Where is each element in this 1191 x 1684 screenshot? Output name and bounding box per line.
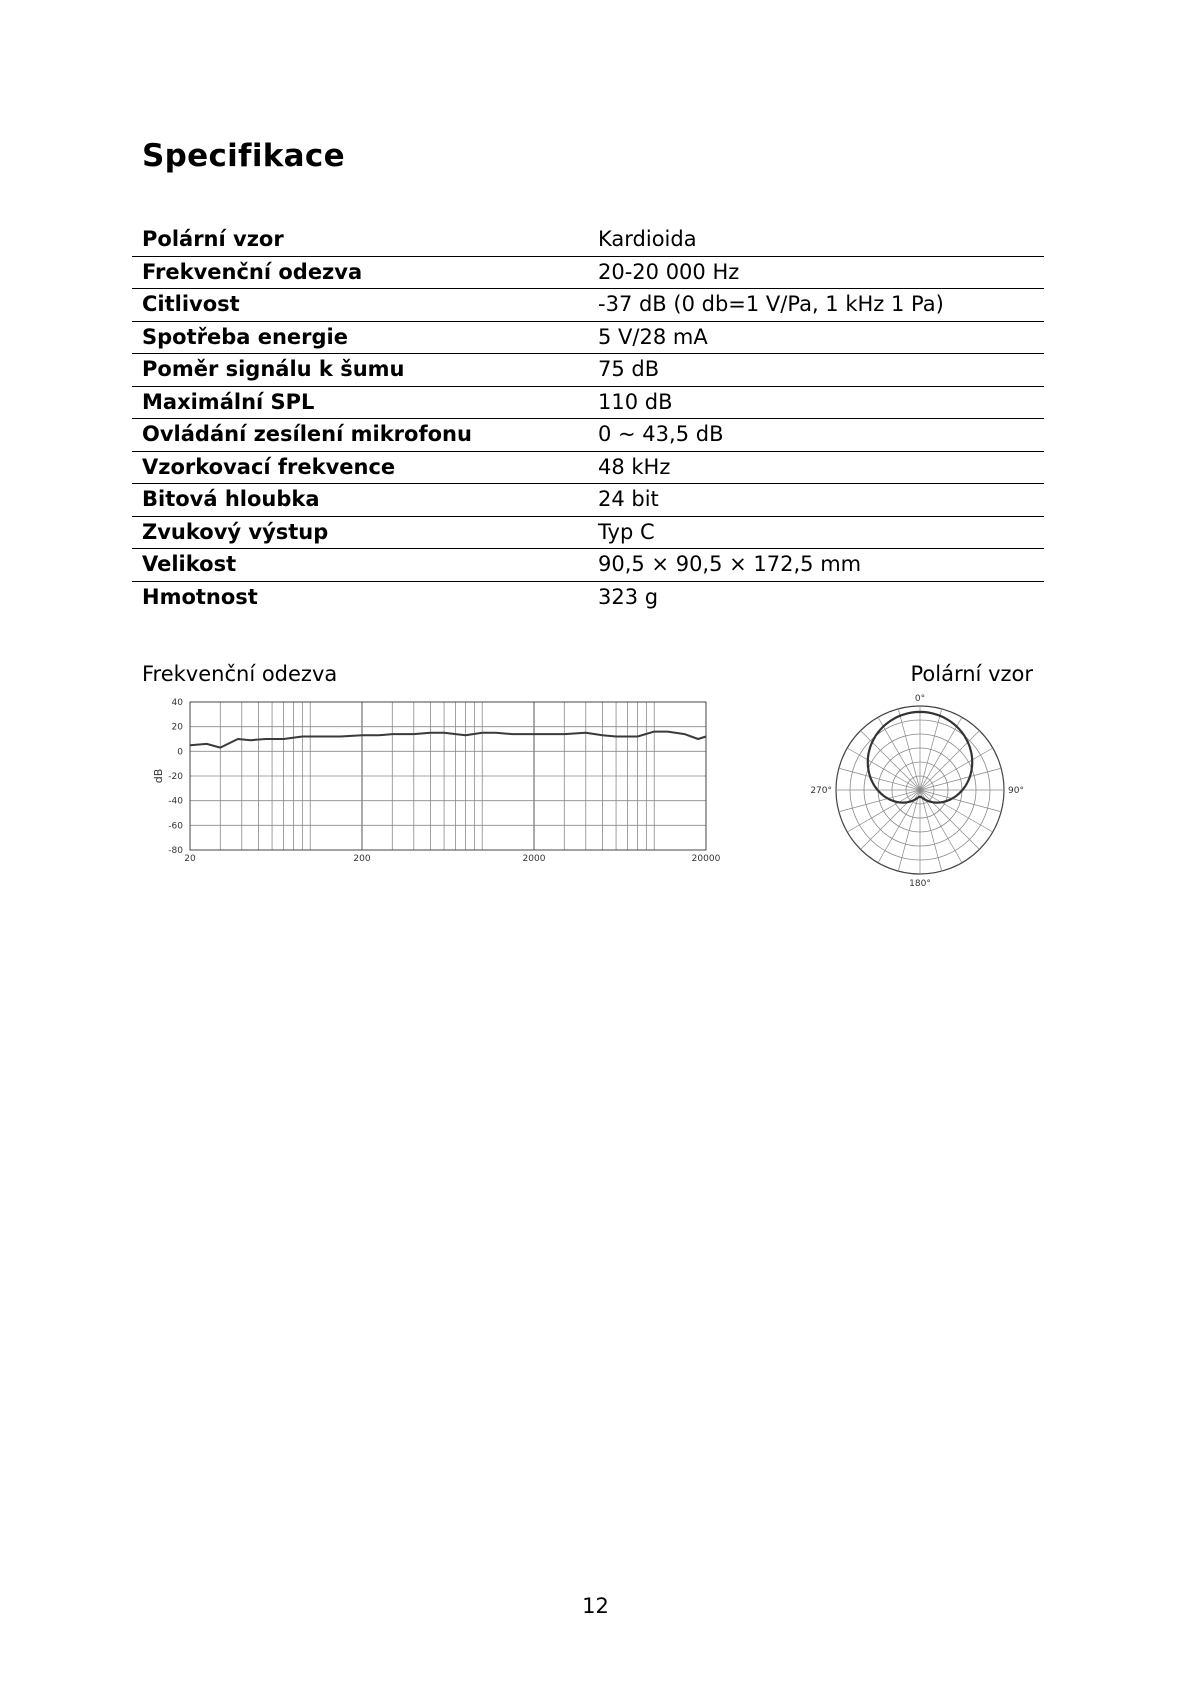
polar-spoke (847, 748, 920, 790)
frequency-response-line (190, 732, 706, 748)
spec-value: 20-20 000 Hz (588, 256, 1044, 289)
spec-value: Typ C (588, 516, 1044, 549)
polar-spoke (878, 717, 920, 790)
frequency-response-chart (150, 694, 720, 880)
polar-spoke (861, 731, 920, 790)
spec-label: Poměr signálu k šumu (132, 354, 588, 387)
spec-row (132, 516, 1044, 549)
spec-label: Velikost (132, 549, 588, 582)
spec-label: Citlivost (132, 289, 588, 322)
spec-row (132, 581, 1044, 613)
spec-value: 0 ~ 43,5 dB (588, 419, 1044, 452)
frequency-response-caption: Frekvenční odezva (142, 662, 338, 686)
page-number: 12 (582, 1594, 609, 1618)
spec-table (132, 224, 1044, 613)
spec-value: 5 V/28 mA (588, 321, 1044, 354)
x-tick-label: 20000 (691, 854, 720, 864)
y-tick-label: -80 (168, 846, 183, 856)
spec-value: 48 kHz (588, 451, 1044, 484)
polar-pattern-chart (795, 684, 1045, 900)
polar-spoke (920, 717, 962, 790)
spec-row (132, 451, 1044, 484)
polar-pattern-caption: Polární vzor (910, 662, 1033, 686)
spec-label: Maximální SPL (132, 386, 588, 419)
y-axis-label: dB (152, 768, 165, 784)
spec-value: -37 dB (0 db=1 V/Pa, 1 kHz 1 Pa) (588, 289, 1044, 322)
spec-row (132, 256, 1044, 289)
spec-value: 75 dB (588, 354, 1044, 387)
y-tick-label: 40 (171, 698, 183, 708)
spec-row (132, 549, 1044, 582)
x-tick-label: 2000 (522, 854, 546, 864)
x-tick-label: 200 (353, 854, 371, 864)
spec-value: Kardioida (598, 227, 697, 252)
spec-row (132, 321, 1044, 354)
spec-label: Frekvenční odezva (132, 256, 588, 289)
spec-label: Zvukový výstup (132, 516, 588, 549)
angle-label: 90° (1008, 786, 1024, 796)
spec-label: Ovládání zesílení mikrofonu (132, 419, 588, 452)
spec-label: Polární vzor (142, 227, 284, 252)
spec-value: 90,5 × 90,5 × 172,5 mm (588, 549, 1044, 582)
spec-value: 323 g (588, 581, 1044, 613)
y-tick-label: -60 (168, 821, 183, 832)
page-title: Specifikace (142, 138, 345, 174)
polar-spoke (920, 731, 979, 790)
spec-row (132, 419, 1044, 452)
spec-row (132, 386, 1044, 419)
spec-row (132, 484, 1044, 517)
spec-row (132, 224, 1044, 256)
spec-label: Bitová hloubka (132, 484, 588, 517)
y-tick-label: 0 (177, 747, 183, 758)
spec-row (132, 289, 1044, 322)
y-tick-label: -40 (168, 796, 183, 807)
polar-spoke (920, 748, 993, 790)
angle-label: 270° (810, 786, 832, 796)
spec-label: Spotřeba energie (132, 321, 588, 354)
spec-value: 110 dB (588, 386, 1044, 419)
angle-label: 180° (909, 879, 931, 889)
spec-row (132, 354, 1044, 387)
spec-label: Vzorkovací frekvence (132, 451, 588, 484)
spec-label: Hmotnost (132, 581, 588, 613)
y-tick-label: 20 (171, 722, 183, 733)
spec-value: 24 bit (588, 484, 1044, 517)
x-tick-label: 20 (184, 854, 196, 864)
y-tick-label: -20 (168, 772, 183, 782)
angle-label: 0° (914, 694, 926, 704)
